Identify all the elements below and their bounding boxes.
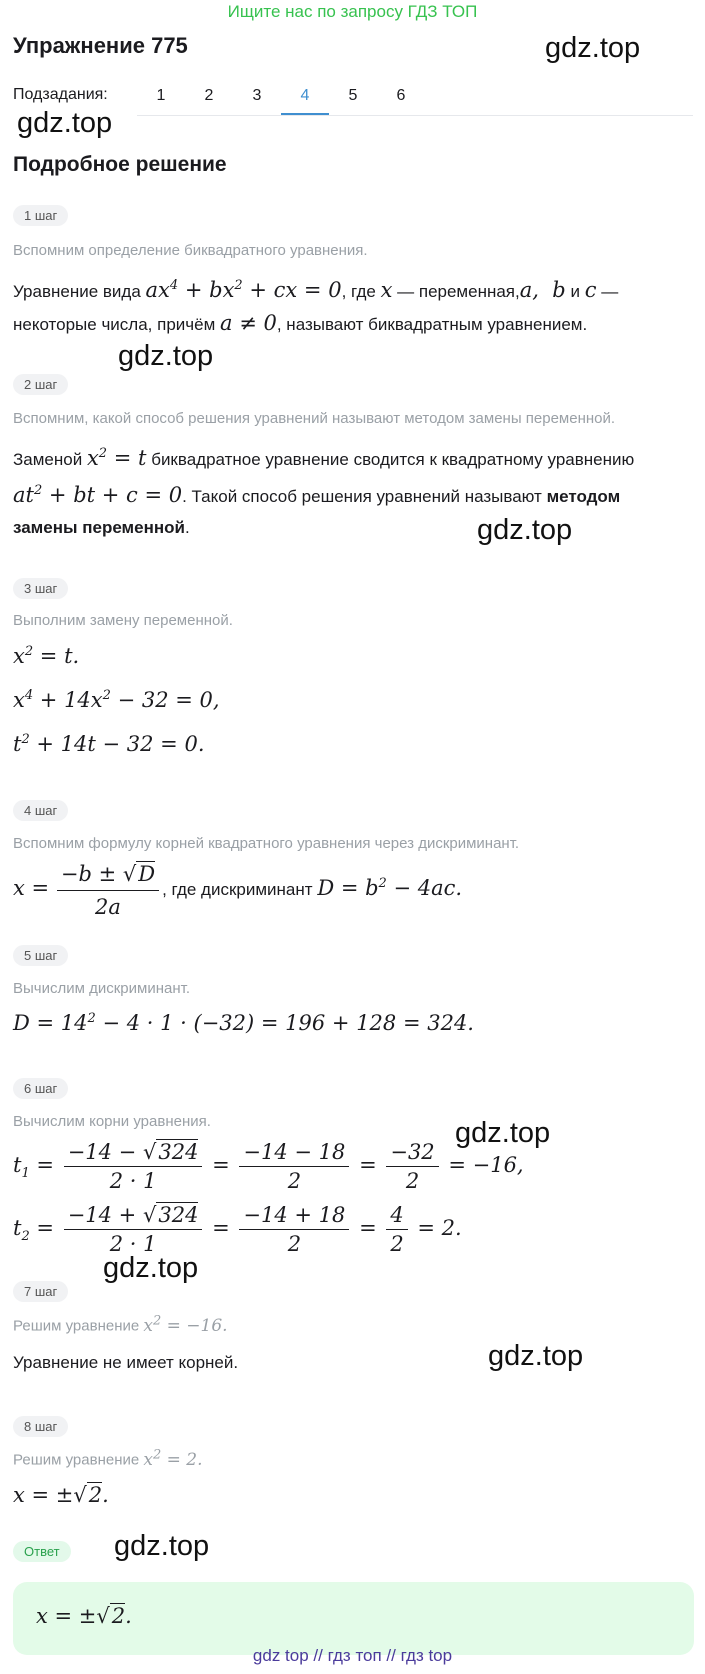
- step-hint: Вспомним определение биквадратного уравнения.: [13, 242, 368, 259]
- step-text: $at^2$ + bt + c = 0. Такой способ решения уравнений называют методом: [13, 483, 621, 507]
- promo-banner[interactable]: Ищите нас по запросу ГДЗ ТОП: [227, 2, 478, 21]
- equation: $x^2 = t$.: [13, 644, 80, 668]
- watermark: gdz.top: [488, 1340, 584, 1372]
- watermark: gdz.top: [545, 32, 641, 64]
- tab-4[interactable]: 4: [281, 77, 329, 115]
- step-text: Заменой $x^2 = t$ биквадратное уравнение сводится к квадратному уравнению: [13, 446, 635, 470]
- watermark: gdz.top: [118, 340, 214, 372]
- step-hint: Вычислим корни уравнения.: [13, 1113, 211, 1130]
- subtask-tabs: [137, 77, 425, 115]
- watermark: gdz.top: [114, 1530, 210, 1562]
- step-text: замены переменной.: [13, 518, 190, 537]
- step-text: Уравнение вида $ax^4 + bx^2$ + cx = 0, где x — переменная,a, b и c —: [13, 278, 619, 302]
- equation: $t_2$ = $\frac{-14 + √324}{2 \cdot 1}$ = $\frac{-14 + 18}{2}$ = $\frac{4}{2}$ = 2.: [13, 1203, 462, 1256]
- step-badge: 2 шаг: [13, 374, 68, 395]
- answer-badge: Ответ: [13, 1541, 71, 1562]
- step-text: x = $\frac{-b \pm √D}{2a}$ , где дискриминант $D = b^2 - 4ac$.: [13, 862, 463, 919]
- answer-equation: x = ±√2.: [36, 1604, 132, 1628]
- footer-links[interactable]: gdz top // гдз топ // гдз top: [252, 1646, 453, 1665]
- tabs-divider: [137, 115, 693, 116]
- step-hint: Вспомним формулу корней квадратного уравнения через дискриминант.: [13, 835, 520, 852]
- answer-box: [13, 1582, 694, 1655]
- watermark: gdz.top: [103, 1252, 199, 1284]
- tab-6[interactable]: 6: [396, 87, 406, 104]
- tab-5[interactable]: 5: [348, 87, 358, 104]
- step-hint: Вычислим дискриминант.: [13, 980, 190, 997]
- step-hint: Вспомним, какой способ решения уравнений называют методом замены переменной.: [13, 410, 616, 427]
- equation: $t_1$ = $\frac{-14 - √324}{2 \cdot 1}$ = $\frac{-14 - 18}{2}$ = $\frac{-32}{2}$ = −16,: [13, 1140, 524, 1193]
- watermark: gdz.top: [17, 107, 113, 139]
- tab-2[interactable]: 2: [204, 87, 214, 104]
- section-title: Подробное решение: [13, 153, 227, 176]
- equation: $t^2 + 14t - 32 = 0$.: [13, 732, 205, 756]
- step-badge: 1 шаг: [13, 205, 68, 226]
- step-badge: 4 шаг: [13, 800, 68, 821]
- step-badge: 8 шаг: [13, 1416, 68, 1437]
- tab-1[interactable]: 1: [156, 87, 166, 104]
- step-badge: 5 шаг: [13, 945, 68, 966]
- step-hint: Решим уравнение $x^2 = -16$.: [13, 1313, 228, 1336]
- step-badge: 7 шаг: [13, 1281, 68, 1302]
- equation: $D = 14^2 - 4 \cdot 1 \cdot (-32) = 196 + 128 = 324$.: [13, 1011, 474, 1035]
- page-title: Упражнение 775: [13, 33, 188, 58]
- step-badge: 3 шаг: [13, 578, 68, 599]
- step-text: Уравнение не имеет корней.: [13, 1353, 239, 1372]
- tab-3[interactable]: 3: [252, 87, 262, 104]
- step-badge: 6 шаг: [13, 1078, 68, 1099]
- step-hint: Решим уравнение $x^2 = 2$.: [13, 1447, 203, 1470]
- watermark: gdz.top: [477, 514, 573, 546]
- step-text: некоторые числа, причём a ≠ 0, называют биквадратным уравнением.: [13, 311, 588, 335]
- subtasks-label: Подзадания:: [13, 86, 108, 103]
- equation: $x^4 + 14x^2 - 32 = 0$,: [13, 688, 220, 712]
- watermark: gdz.top: [455, 1117, 551, 1149]
- step-hint: Выполним замену переменной.: [13, 612, 233, 629]
- equation: x = ±√2.: [13, 1483, 109, 1507]
